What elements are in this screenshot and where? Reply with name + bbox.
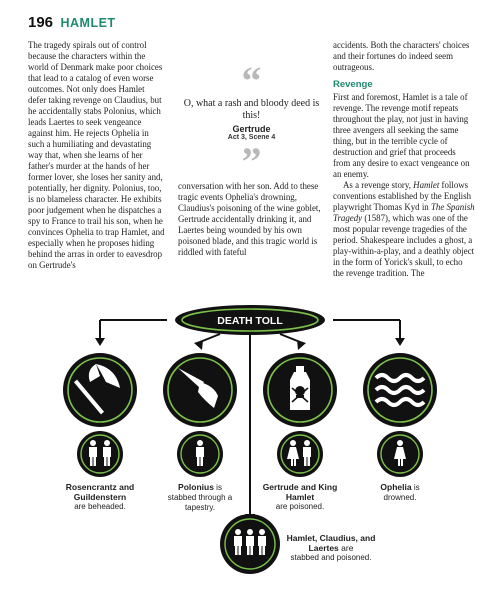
victim-desc: stabbed through a tapestry. bbox=[167, 493, 233, 512]
death-toll-diagram bbox=[0, 290, 500, 597]
people-circle-woman-man bbox=[277, 431, 323, 477]
death-toll-badge bbox=[175, 305, 325, 335]
section-title: HAMLET bbox=[60, 16, 116, 30]
quote-text: O, what a rash and bloody deed is this! bbox=[183, 98, 320, 121]
victim-desc: are poisoned. bbox=[275, 502, 325, 511]
paragraph: The tragedy spirals out of control because the characters within the world of Denmark make poor choices that lead to a catalog of even worse outcomes. Not only does Hamlet defer taking revenge on Claudius, but he accidentally stabs Polonius, which leads Laertes to seek vengeance against him. He rejects Ophelia in such a humiliating and devastating way that, when she learns of her father's murder at the hands of her former lover, she loses her sanity and, potentially, her dignity. Polonius, too, is no blameless character. He exhibits poor judgement when he dispatches a spy to France to trail his son, when he convinces Ophelia to trap Hamlet, and especially when he proposes hiding behind the arras in order to eavesdrop on Gertrude's bbox=[28, 40, 165, 270]
people-circle-two-men bbox=[77, 431, 123, 477]
people-circle-woman bbox=[377, 431, 423, 477]
victim-label-rosencrantz-guildenstern bbox=[50, 482, 150, 512]
knife-circle bbox=[163, 353, 237, 427]
paragraph: conversation with her son. Add to these tragic events Ophelia's drowning, Claudius's poisoning of the wine goblet, Gertrude accidentally drinking it, and Laertes being wounded by his own poisoned blade, and this tragic world is riddled with fateful bbox=[178, 181, 321, 257]
axe-circle bbox=[63, 353, 137, 427]
people-circle-one-man bbox=[177, 431, 223, 477]
victim-name: Polonius bbox=[178, 482, 214, 492]
paragraph: First and foremost, Hamlet is a tale of revenge. The revenge motif repeats throughout the play, not just in having three avengers all seeking the same thing, but in the terrible cycle of destruction and grief that proceeds from any desire to exact vengeance on an enemy. bbox=[333, 92, 470, 179]
paragraph: accidents. Both the characters' choices and their fortunes do indeed seem outrageous. bbox=[333, 40, 470, 72]
body-column-1 bbox=[28, 40, 165, 271]
people-circle-three-men bbox=[220, 514, 280, 574]
arrow-icon bbox=[395, 338, 405, 346]
victim-desc: is bbox=[213, 483, 222, 492]
body-column-2 bbox=[178, 181, 325, 258]
page-number: 196 bbox=[28, 14, 54, 31]
victim-desc: is bbox=[411, 483, 420, 492]
open-quote-icon: “ bbox=[241, 58, 262, 103]
victim-label-gertrude-king-hamlet bbox=[255, 482, 345, 512]
victim-label-ophelia bbox=[365, 482, 435, 503]
poison-circle bbox=[263, 353, 337, 427]
waves-circle bbox=[363, 353, 437, 427]
italic-title: Hamlet bbox=[413, 180, 440, 190]
diagram-title: DEATH TOLL bbox=[217, 315, 283, 327]
victim-name: Rosencrantz and Guildenstern bbox=[65, 482, 135, 502]
subheading-revenge: Revenge bbox=[333, 79, 373, 90]
pull-quote bbox=[178, 58, 325, 184]
text-run: As a revenge story, bbox=[343, 180, 414, 190]
arrow-icon bbox=[194, 340, 203, 350]
victim-name: Ophelia bbox=[380, 482, 412, 492]
victim-desc: are bbox=[338, 543, 354, 553]
body-column-3 bbox=[333, 40, 475, 279]
text-run: (1587), which was one of the most popular revenge tragedies of the period. Shakespeare includes a ghost, a play-within-a-play, and a deathly object in the form of Yorick's skull, to echo the revenge tradition. The bbox=[333, 213, 475, 278]
victim-name: Gertrude and King Hamlet bbox=[262, 482, 338, 502]
quote-speaker: Gertrude bbox=[232, 124, 271, 134]
victim-desc: are beheaded. bbox=[74, 502, 126, 511]
arrow-icon bbox=[297, 340, 306, 350]
text-run: follows conventions established by the English playwright Thomas Kyd in bbox=[333, 180, 472, 212]
quote-citation: Act 3, Scene 4 bbox=[227, 134, 276, 141]
paragraph bbox=[333, 180, 475, 279]
victim-label-polonius bbox=[160, 482, 240, 513]
victim-name: Hamlet, Claudius, and Laertes are bbox=[286, 533, 376, 553]
close-quote-icon: ” bbox=[241, 139, 262, 184]
italic-title: The Spanish Tragedy bbox=[333, 202, 475, 223]
arrow-icon bbox=[95, 338, 105, 346]
victim-desc: drowned. bbox=[383, 493, 417, 502]
victim-desc: stabbed and poisoned. bbox=[290, 553, 372, 562]
victim-label-hamlet-claudius-laertes bbox=[286, 533, 376, 563]
page-header bbox=[28, 14, 116, 32]
